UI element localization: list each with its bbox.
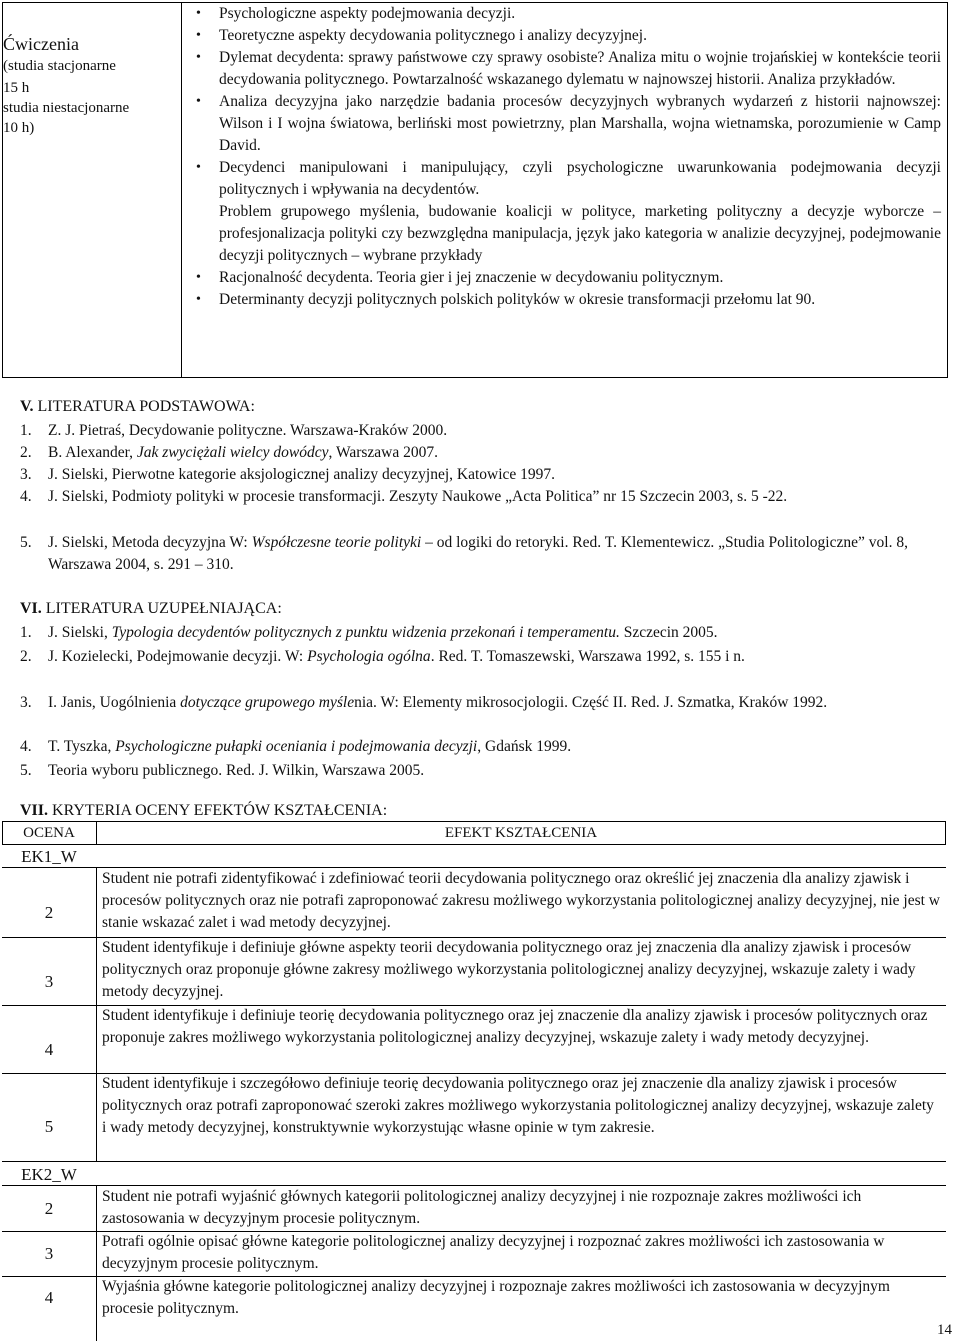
literature-item — [20, 486, 943, 508]
item-number: 5. — [20, 534, 32, 551]
item-title: Psychologia ogólna — [307, 648, 431, 665]
section-number: V. — [20, 398, 34, 415]
literature-item — [20, 736, 948, 758]
item-text: . Red. T. Tomaszewski, Warszawa 1992, s. 155 i n. — [430, 648, 745, 665]
table-divider — [181, 3, 182, 377]
column-header-grade: OCENA — [23, 825, 75, 841]
effect-code: EK2_W — [21, 1165, 77, 1184]
item-text: nia. W: Elementy mikrosocjologii. Część II. Red. J. Szmatka, Kraków 1992. — [354, 694, 828, 711]
item-number: 5. — [20, 762, 32, 779]
section-number: VI. — [20, 600, 42, 617]
study-mode-line: (studia stacjonarne — [3, 58, 116, 74]
effect-description: Student identyfikuje i definiuje teorię decydowania politycznego oraz jej znaczenie dla analizy zjawisk i procesów politycznych oraz proponuje zakres możliwego wykorzystania politologicznej analizy decyzyjnej, wskazuje zalety i wady metody decyzyjnej. — [102, 1007, 928, 1046]
item-title: Typologia decydentów politycznych z punktu widzenia przekonań i temperamentu. — [111, 624, 620, 641]
section-title: LITERATURA PODSTAWOWA: — [37, 398, 255, 415]
item-text: J. Sielski, — [48, 624, 112, 641]
literature-item — [20, 622, 948, 644]
item-text: J. Sielski, Metoda decyzyjna W: — [48, 534, 252, 551]
item-text: , Gdańsk 1999. — [477, 738, 572, 755]
item-text: , Warszawa 2007. — [328, 444, 438, 461]
exercises-title: Ćwiczenia — [3, 34, 79, 54]
literature-item — [20, 646, 943, 668]
section-heading — [20, 598, 282, 620]
item-text: I. Janis, Uogólnienia — [48, 694, 181, 711]
column-divider — [96, 1185, 97, 1341]
item-text: Z. J. Pietraś, Decydowanie polityczne. Warszawa-Kraków 2000. — [48, 422, 448, 439]
literature-item — [20, 760, 948, 782]
study-hours-line: 15 h — [3, 80, 30, 96]
effect-description: Potrafi ogólnie opisać główne kategorie politologicznej analizy decyzyjnej i rozpoznać zakres możliwości ich zastosowania w decyzyjnym procesie politycznym. — [102, 1233, 885, 1272]
page-number: 14 — [937, 1322, 952, 1338]
literature-item — [20, 532, 943, 576]
literature-item — [20, 442, 948, 464]
effect-description: Wyjaśnia główne kategorie politologicznej analizy decyzyjnej i rozpoznaje zakres możliwości ich zastosowania w decyzyjnym procesie politycznym. — [102, 1278, 890, 1317]
list-item: • Racjonalność decydenta. Teoria gier i jej znaczenie w decydowaniu politycznym. — [189, 267, 941, 289]
item-number: 3. — [20, 694, 32, 711]
item-title: dotyczące grupowego myśle — [180, 694, 355, 711]
column-divider — [96, 867, 97, 1161]
grade-value: 3 — [44, 972, 54, 991]
row-divider — [2, 1161, 946, 1162]
list-item: • Determinanty decyzji politycznych polskich polityków w okresie transformacji przełomu lat 90. — [189, 289, 941, 311]
item-text: Teoria wyboru publicznego. Red. J. Wilkin, Warszawa 2005. — [48, 762, 425, 779]
item-number: 1. — [20, 624, 32, 641]
study-mode-line: studia niestacjonarne — [3, 100, 130, 116]
item-number: 4. — [20, 738, 32, 755]
item-number: 2. — [20, 444, 32, 461]
exercises-table — [2, 2, 948, 378]
section-title: LITERATURA UZUPEŁNIAJĄCA: — [45, 600, 282, 617]
list-item: • Decydenci manipulowani i manipulujący, czyli psychologiczne uwarunkowania podejmowania decyzji politycznych i wpływania na decydentów. — [189, 157, 941, 201]
literature-item — [20, 692, 943, 714]
topic-list — [189, 3, 941, 311]
item-text: B. Alexander, — [48, 444, 137, 461]
grade-value: 5 — [44, 1117, 54, 1136]
item-number: 1. — [20, 422, 32, 439]
literature-item — [20, 420, 948, 442]
item-number: 4. — [20, 488, 32, 505]
section-heading — [20, 396, 255, 418]
item-text: J. Sielski, Podmioty polityki w procesie transformacji. Zeszyty Naukowe „Acta Politica” nr 15 Szczecin 2003, s. 5 -22. — [48, 488, 788, 505]
study-hours-line: 10 h) — [3, 120, 35, 136]
grade-value: 4 — [44, 1288, 54, 1307]
section-heading — [20, 800, 387, 822]
effect-description: Student identyfikuje i szczegółowo definiuje teorię decydowania politycznego oraz jej znaczenie dla analizy zjawisk i procesów politycznych oraz potrafi zaproponować szeroki zakres możliwego wykorzystania politologicznej analizy decyzyjnej, wskazuje zalety i wady metody decyzyjnej, konstruktywnie wykorzystując własne opinie w tym zakresie. — [102, 1075, 934, 1136]
section-number: VII. — [20, 802, 49, 819]
section-title: KRYTERIA OCENY EFEKTÓW KSZTAŁCENIA: — [52, 802, 388, 819]
list-item: • Analiza decyzyjna jako narzędzie badania procesów decyzyjnych wybranych wydarzeń z historii najnowszej: Wilson i I wojna światowa, berliński most powietrzny, plan Marshalla, wojna wietnamska, porozumienie w Camp David. — [189, 91, 941, 157]
list-item: • Dylemat decydenta: sprawy państwowe czy sprawy osobiste? Analiza mitu o wojnie trojańskiej w kontekście teorii decydowania politycznego. Powtarzalność wskazanego dylematu w najnowszej historii. Analiza przykładów. — [189, 47, 941, 91]
item-text: T. Tyszka, — [48, 738, 116, 755]
list-item: • Psychologiczne aspekty podejmowania decyzji. — [189, 3, 941, 25]
item-text: – od logiki do retoryki. Red. T. Klementewicz. „Studia Politologiczne” vol. 8, Warszawa 2004, s. 291 – 310. — [48, 534, 908, 573]
effect-description: Student identyfikuje i definiuje główne aspekty teorii decydowania politycznego oraz jej znaczenia dla analizy zjawisk i procesów politycznych oraz proponuje główne zakresy możliwego wykorzystania politologicznej analizy decyzyjnej, wskazuje zalety i wady metody decyzyjnej. — [102, 939, 916, 1000]
literature-item — [20, 464, 948, 486]
column-header-effect: EFEKT KSZTAŁCENIA — [444, 825, 598, 841]
item-text: Szczecin 2005. — [619, 624, 718, 641]
grade-value: 2 — [44, 903, 54, 922]
grade-value: 2 — [44, 1199, 54, 1218]
item-number: 3. — [20, 466, 32, 483]
item-text: J. Sielski, Pierwotne kategorie aksjologicznej analizy decyzyjnej, Katowice 1997. — [48, 466, 556, 483]
item-text: J. Kozielecki, Podejmowanie decyzji. W: — [48, 648, 308, 665]
item-title: Jak zwyciężali wielcy dowódcy — [136, 444, 329, 461]
item-title: Psychologiczne pułapki oceniania i podejmowania decyzji — [115, 738, 478, 755]
list-item: • Teoretyczne aspekty decydowania politycznego i analizy decyzyjnej. — [189, 25, 941, 47]
item-number: 2. — [20, 648, 32, 665]
grade-value: 3 — [44, 1244, 54, 1263]
effect-code: EK1_W — [21, 847, 77, 866]
effect-description: Student nie potrafi zidentyfikować i zdefiniować teorii decydowania politycznego oraz określić jej znaczenia dla analizy zjawisk i procesów politycznych oraz nie potrafi zaproponować zakresu możliwego wykorzystania politologicznej analizy decyzyjnej, nie jest w stanie wskazać zalet i wad metody decyzyjnej. — [102, 870, 940, 931]
effect-description: Student nie potrafi wyjaśnić głównych kategorii politologicznej analizy decyzyjnej i nie rozpoznaje zakres możliwości ich zastosowania w decyzyjnym procesie politycznym. — [102, 1188, 862, 1227]
list-item: Problem grupowego myślenia, budowanie koalicji w polityce, marketing polityczny a decyzje wyborcze – profesjonalizacja polityki czy bezwzględna manipulacja, język jako kategoria w analizie decyzyjnej, podejmowanie decyzji politycznych – wybrane przykłady — [219, 203, 941, 264]
grade-value: 4 — [44, 1040, 54, 1059]
item-title: Współczesne teorie polityki — [251, 534, 422, 551]
criteria-table — [2, 821, 946, 1341]
